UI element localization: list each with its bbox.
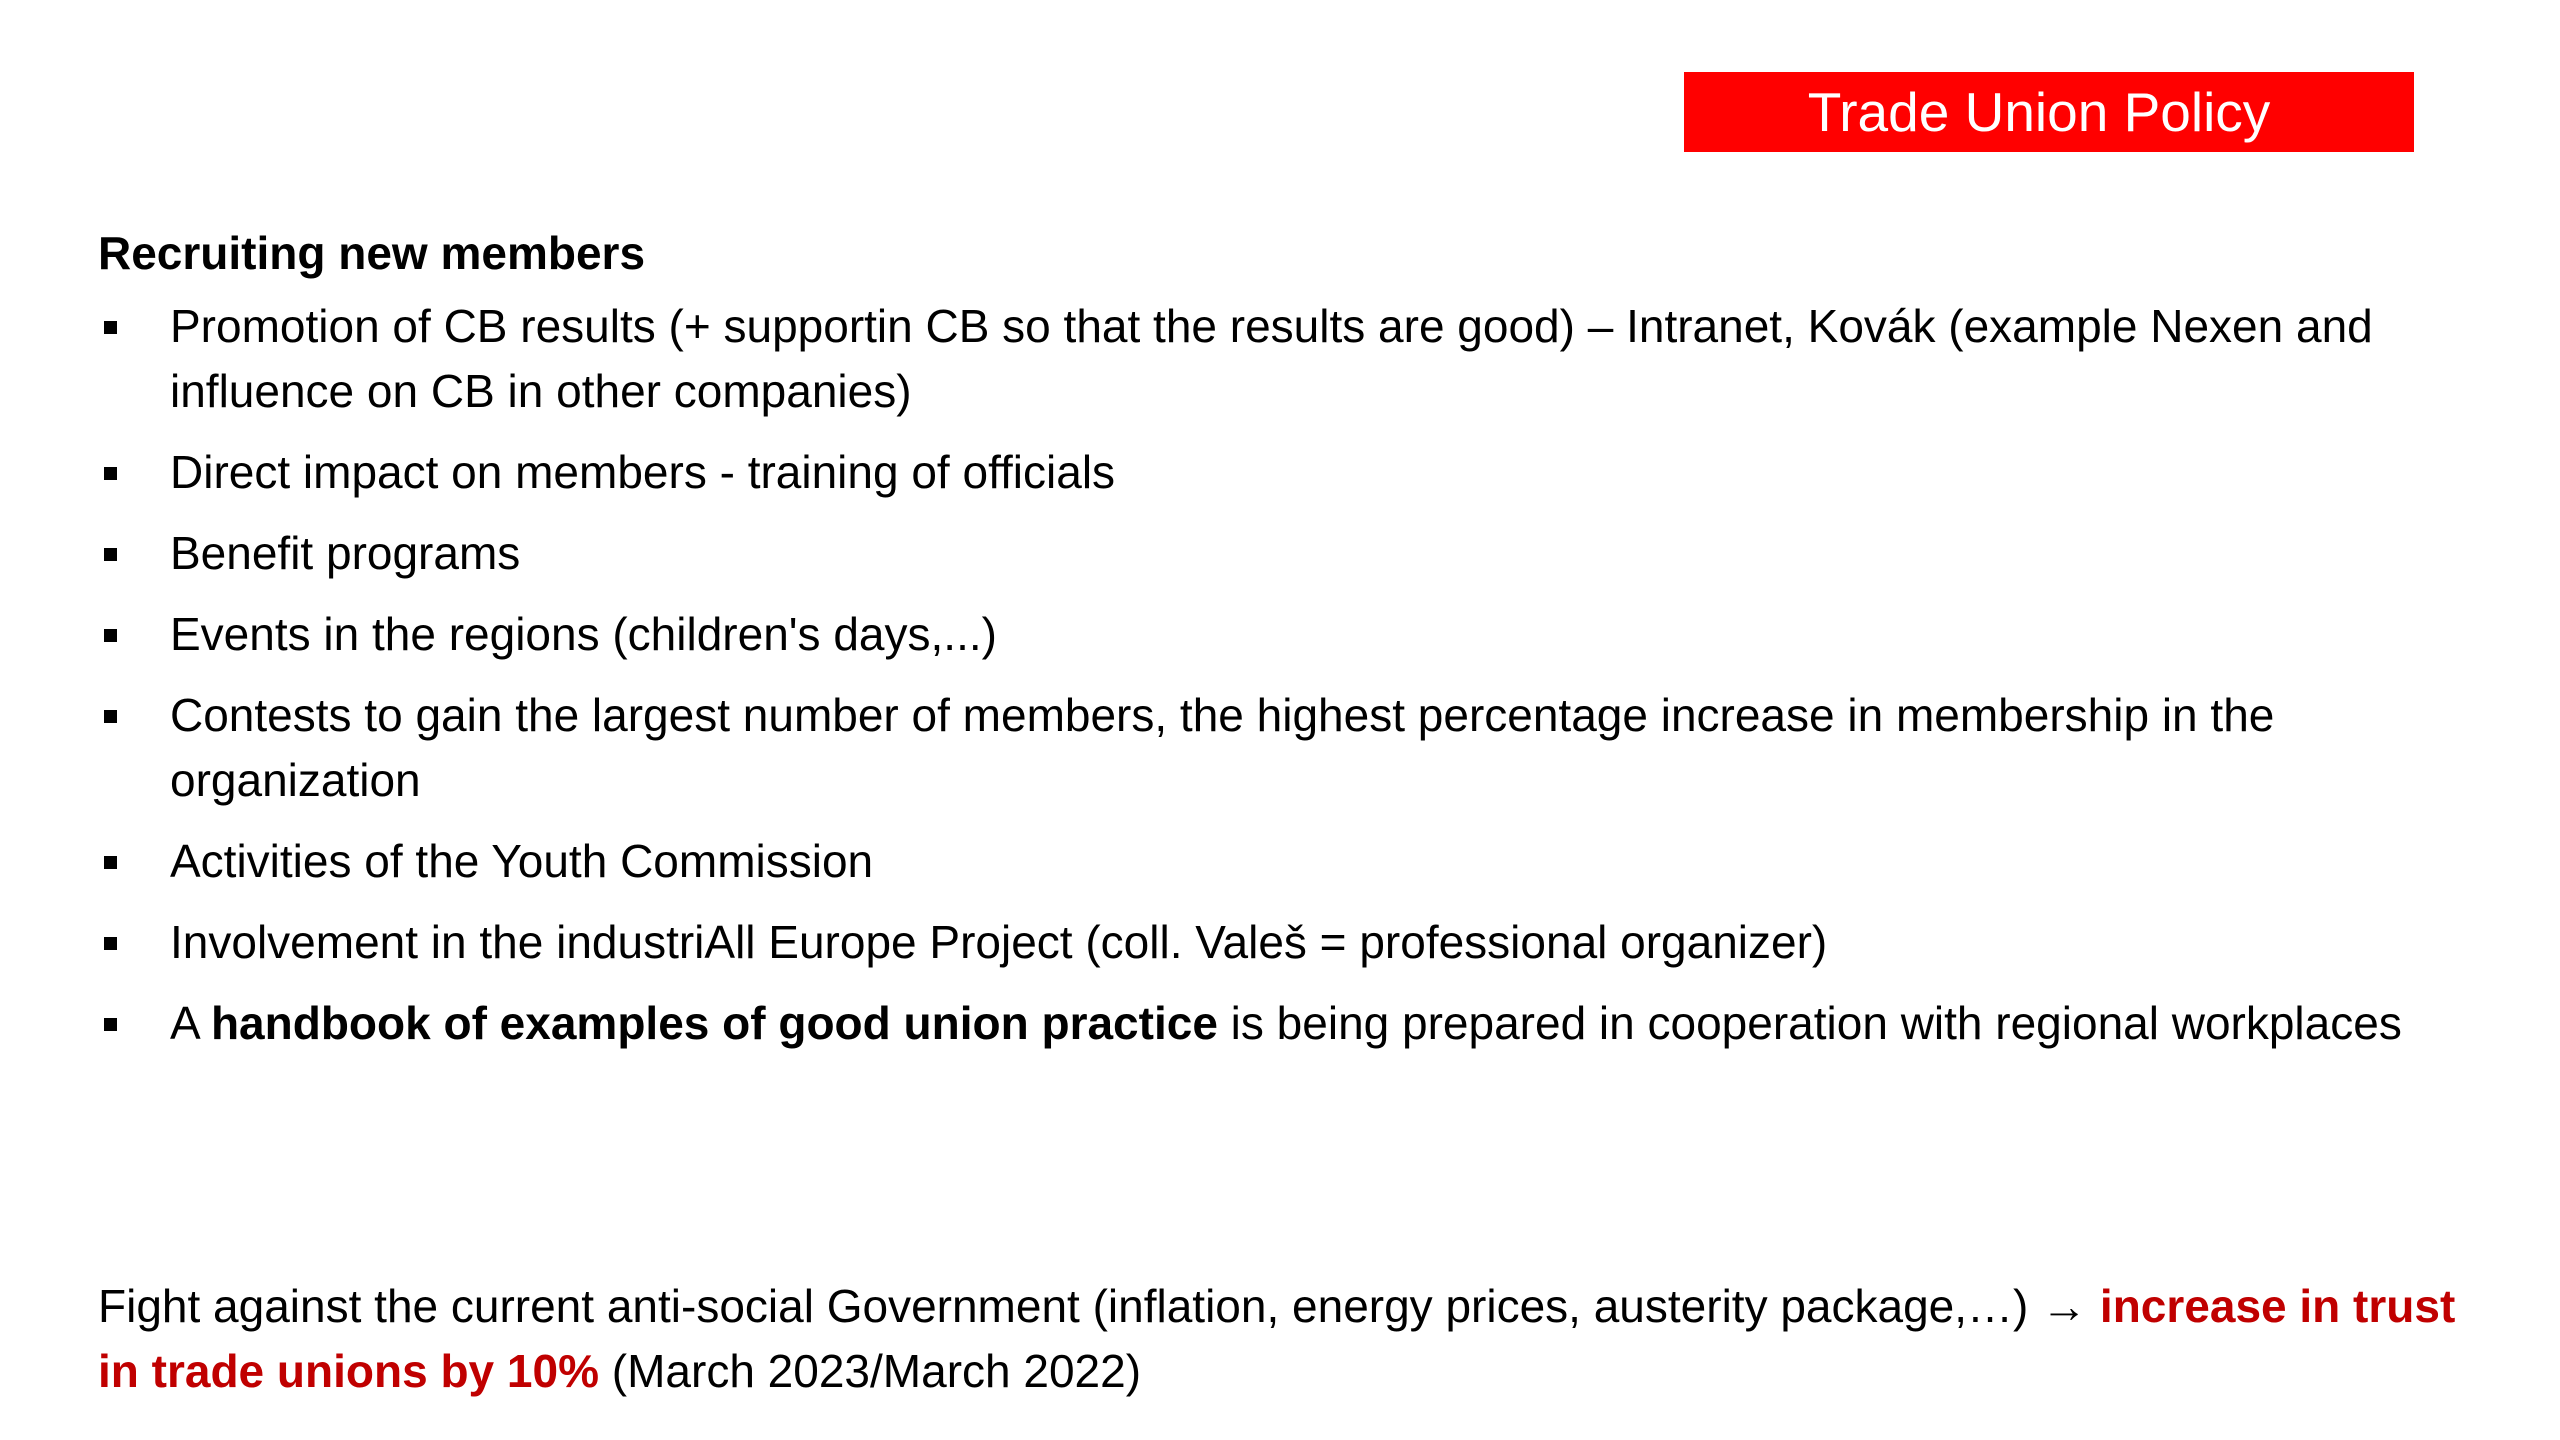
square-bullet-icon (104, 548, 117, 561)
square-bullet-icon (104, 937, 117, 950)
slide-title: Trade Union Policy (1684, 72, 2414, 152)
square-bullet-icon (104, 710, 117, 723)
list-item (98, 991, 2458, 1056)
square-bullet-icon (104, 856, 117, 869)
list-item-text: Contests to gain the largest number of members, the highest percentage increase in membership in the organization (170, 689, 2275, 806)
list-item (98, 910, 2458, 975)
list-item (98, 683, 2458, 813)
list-item-text: Events in the regions (children's days,...) (170, 608, 997, 660)
square-bullet-icon (104, 467, 117, 480)
list-item-prefix: A (170, 997, 211, 1049)
footer-suffix: (March 2023/March 2022) (599, 1345, 1142, 1397)
list-item (98, 602, 2458, 667)
list-item (98, 521, 2458, 586)
bullet-list (98, 294, 2498, 1056)
list-item (98, 440, 2458, 505)
list-item-text: Promotion of CB results (+ supportin CB so that the results are good) – Intranet, Kovák (example Nexen and influence on CB in other companies) (170, 300, 2373, 417)
footer-text: Fight against the current anti-social Government (inflation, energy prices, austerity package,…) → (98, 1280, 2100, 1332)
list-item (98, 829, 2458, 894)
slide-content (98, 220, 2498, 1072)
list-item-suffix: is being prepared in cooperation with regional workplaces (1217, 997, 2402, 1049)
list-item-text: Activities of the Youth Commission (170, 835, 874, 887)
list-item-text: Direct impact on members - training of officials (170, 446, 1116, 498)
square-bullet-icon (104, 629, 117, 642)
list-item-text: Benefit programs (170, 527, 521, 579)
section-heading: Recruiting new members (98, 227, 646, 279)
square-bullet-icon (104, 1018, 117, 1031)
square-bullet-icon (104, 321, 117, 334)
list-item-bold-text: handbook of examples of good union practice (210, 997, 1218, 1049)
list-item-text: Involvement in the industriAll Europe Project (coll. Valeš = professional organizer) (170, 916, 1828, 968)
list-item (98, 294, 2458, 424)
footer-statement (98, 1274, 2498, 1404)
footer-highlight: increase in trust in trade unions by 10% (98, 1280, 2456, 1397)
